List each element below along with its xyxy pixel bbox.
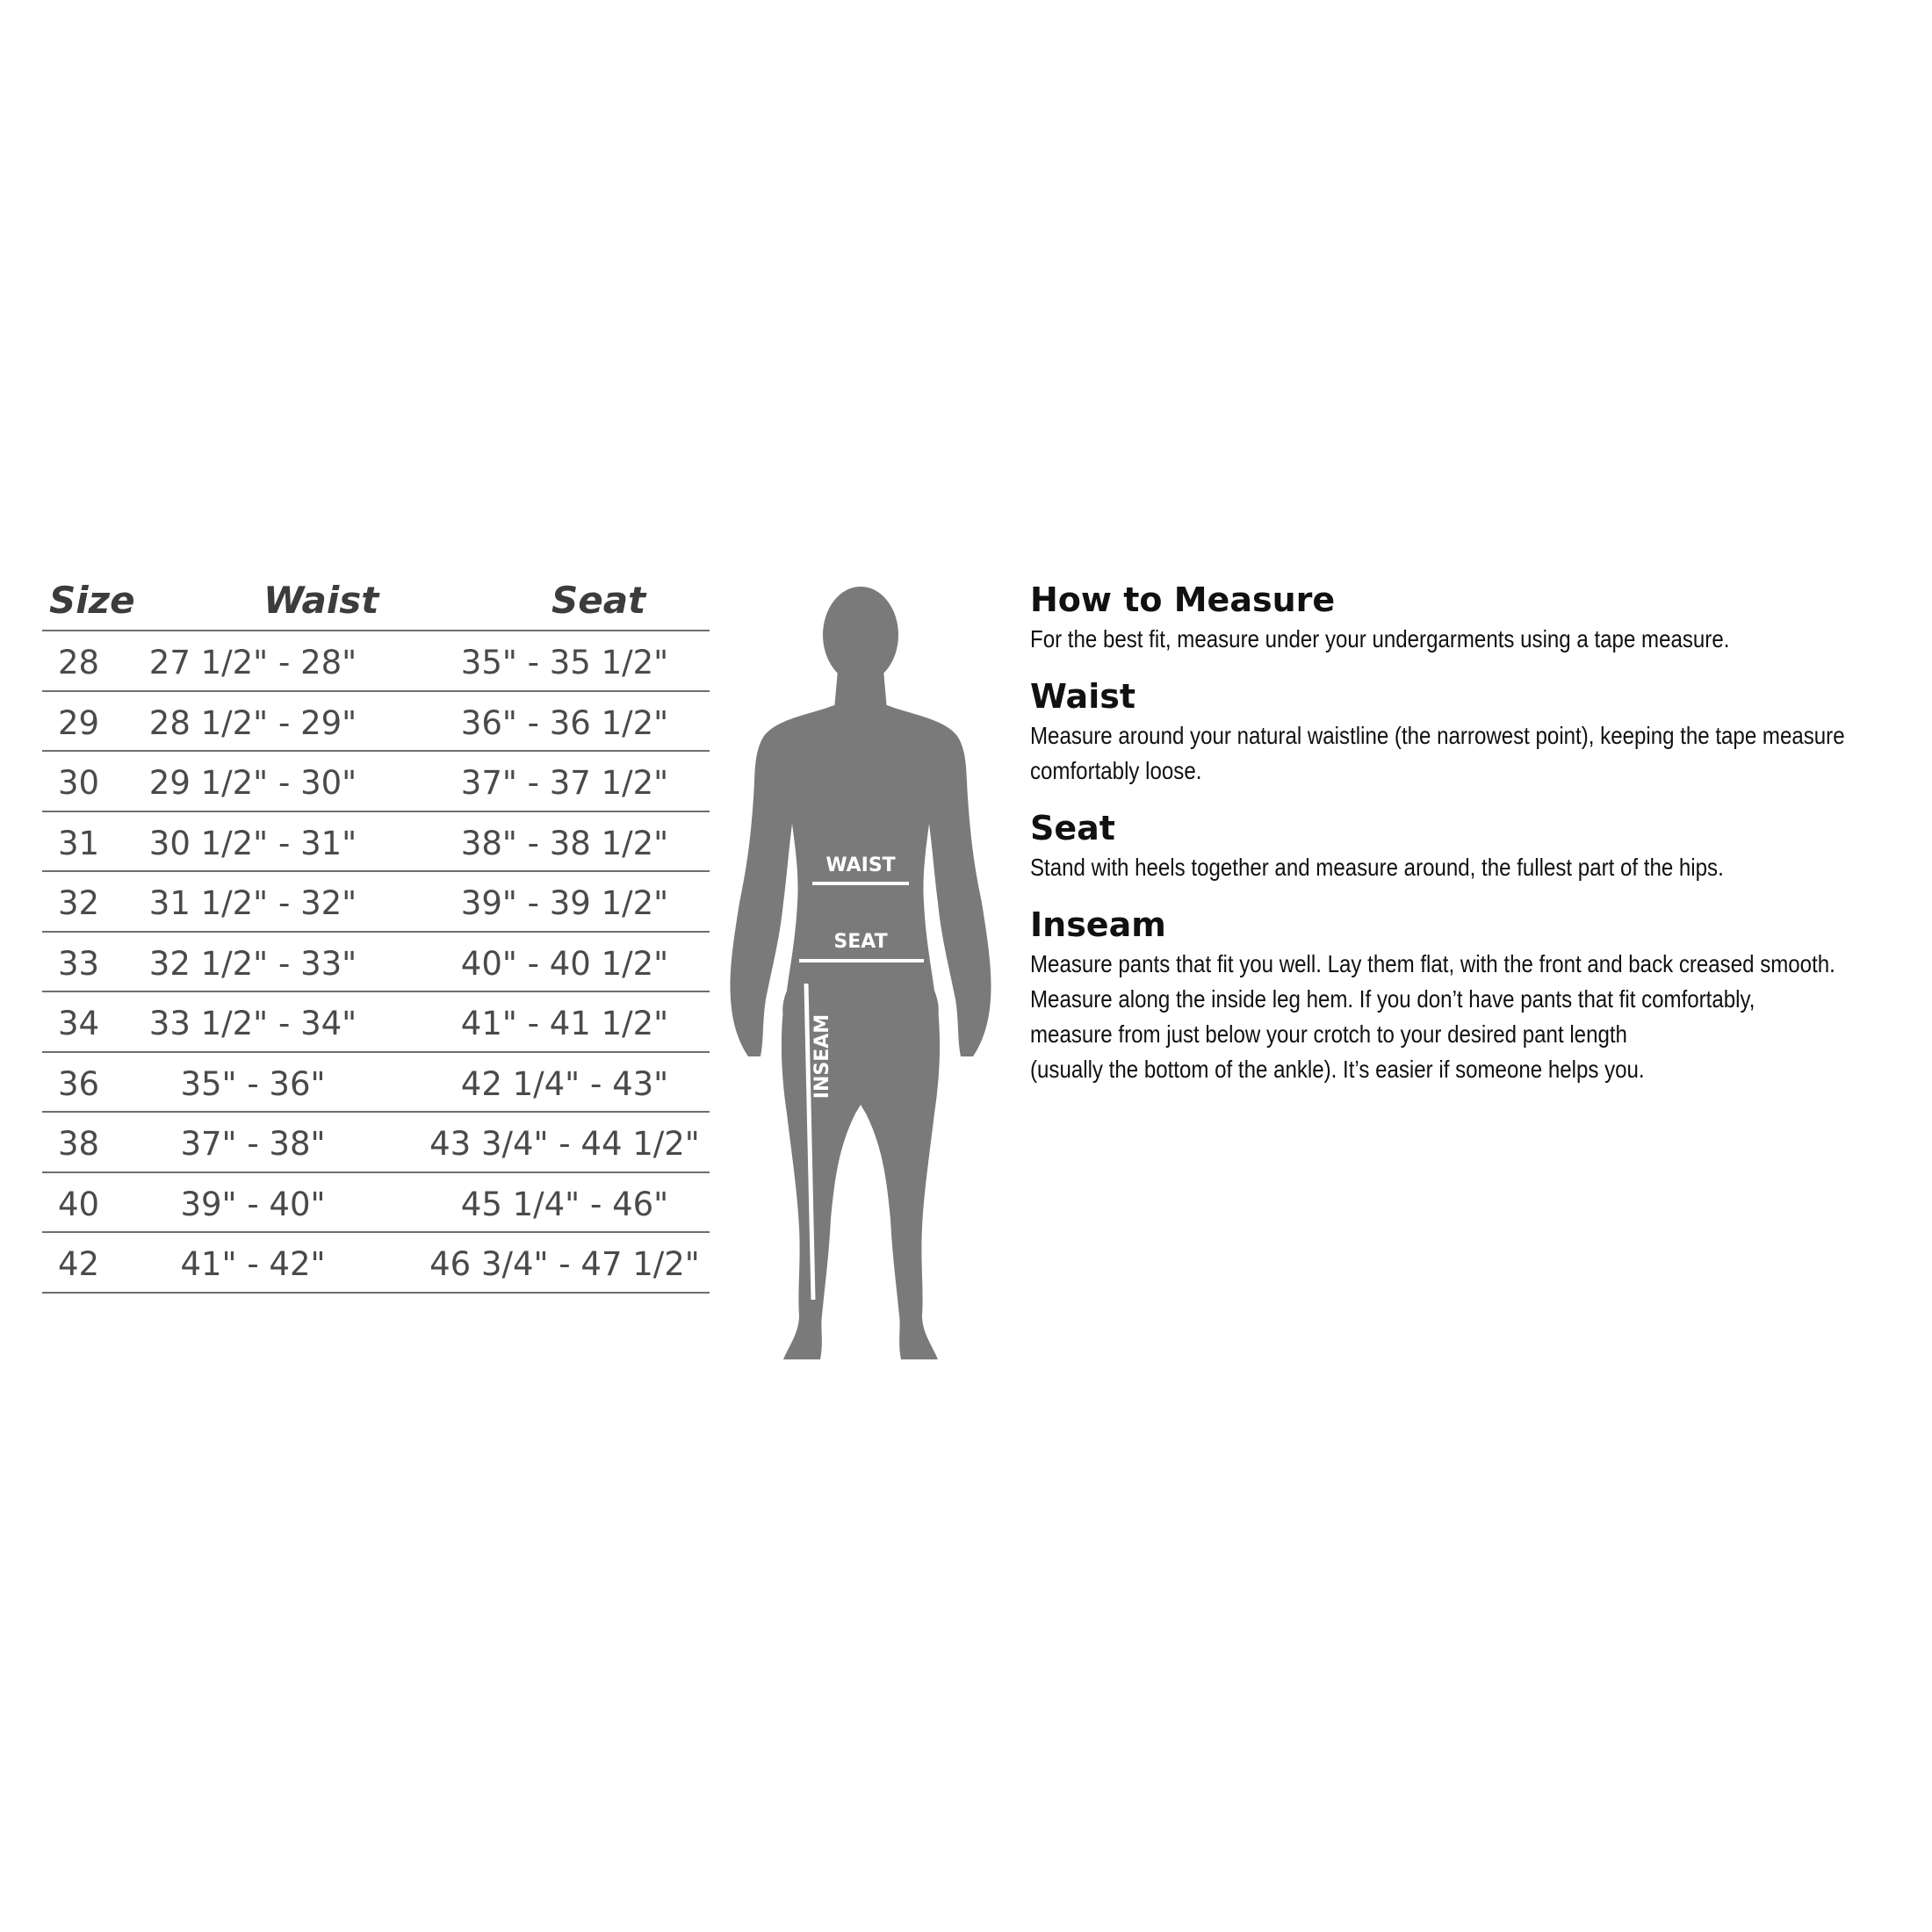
waist-section (1030, 676, 1908, 789)
cell-waist: 37" - 38" (180, 1125, 326, 1163)
inseam-label: INSEAM (811, 1013, 833, 1099)
table-row (42, 692, 710, 753)
cell-seat: 38" - 38 1/2" (460, 824, 669, 862)
cell-size: 29 (58, 703, 100, 742)
cell-seat: 35" - 35 1/2" (460, 644, 669, 681)
cell-waist: 35" - 36" (180, 1064, 326, 1103)
cell-waist: 41" - 42" (180, 1245, 326, 1283)
header-seat: Seat (551, 579, 646, 622)
cell-seat: 43 3/4" - 44 1/2" (429, 1125, 700, 1163)
cell-size: 32 (58, 884, 100, 922)
cell-seat: 37" - 37 1/2" (460, 764, 669, 802)
cell-seat: 45 1/4" - 46" (460, 1185, 669, 1223)
seat-text: Stand with heels together and measure around, the fullest part of the hips. (1030, 854, 1724, 881)
cell-waist: 33 1/2" - 34" (148, 1005, 357, 1042)
table-row (42, 812, 710, 873)
cell-waist: 27 1/2" - 28" (148, 644, 357, 681)
table-row (42, 872, 710, 933)
cell-size: 33 (58, 944, 100, 983)
cell-waist: 29 1/2" - 30" (148, 764, 357, 802)
size-table (42, 575, 710, 1294)
cell-waist: 31 1/2" - 32" (148, 884, 357, 922)
inseam-section (1030, 905, 1908, 1087)
cell-seat: 42 1/4" - 43" (460, 1064, 669, 1103)
cell-seat: 46 3/4" - 47 1/2" (429, 1245, 700, 1283)
cell-waist: 30 1/2" - 31" (148, 824, 357, 862)
header-size: Size (49, 579, 135, 622)
cell-seat: 40" - 40 1/2" (460, 944, 669, 983)
table-header (42, 575, 710, 631)
waist-text-line-1: Measure around your natural waistline (the narrowest point), keeping the tape measure (1030, 722, 1845, 749)
cell-waist: 32 1/2" - 33" (148, 944, 357, 983)
cell-seat: 36" - 36 1/2" (460, 703, 669, 742)
header-waist: Waist (263, 579, 379, 622)
body-silhouette (729, 587, 992, 1368)
inseam-text-line-3: measure from just below your crotch to your desired pant length (1030, 1020, 1627, 1048)
cell-waist: 39" - 40" (180, 1185, 326, 1223)
cell-waist: 28 1/2" - 29" (148, 703, 357, 742)
seat-label: SEAT (833, 931, 888, 953)
table-row (42, 752, 710, 812)
inseam-text-line-2: Measure along the inside leg hem. If you don’t have pants that fit comfortably, (1030, 985, 1755, 1013)
how-to-measure-section (1030, 580, 1908, 657)
cell-size: 31 (58, 824, 100, 862)
table-row (42, 992, 710, 1053)
table-row (42, 631, 710, 692)
cell-size: 36 (58, 1064, 100, 1103)
seat-section (1030, 808, 1908, 885)
how-to-measure-text: For the best fit, measure under your undergarments using a tape measure. (1030, 625, 1730, 652)
waist-text-line-2: comfortably loose. (1030, 757, 1202, 784)
body-silhouette-svg (729, 587, 992, 1368)
waist-title: Waist (1030, 677, 1136, 716)
cell-size: 42 (58, 1245, 100, 1283)
waist-label: WAIST (825, 854, 896, 876)
cell-size: 28 (58, 644, 100, 681)
cell-seat: 39" - 39 1/2" (460, 884, 669, 922)
table-body (42, 631, 710, 1294)
inseam-text-line-4: (usually the bottom of the ankle). It’s easier if someone helps you. (1030, 1056, 1645, 1083)
silhouette-shape (730, 587, 991, 1359)
cell-size: 38 (58, 1125, 100, 1163)
cell-size: 34 (58, 1005, 100, 1042)
measure-guide (1030, 580, 1908, 1107)
cell-seat: 41" - 41 1/2" (460, 1005, 669, 1042)
inseam-title: Inseam (1030, 905, 1166, 944)
table-row (42, 1233, 710, 1294)
inseam-text-line-1: Measure pants that fit you well. Lay them flat, with the front and back creased smooth. (1030, 950, 1835, 977)
table-row (42, 1053, 710, 1114)
cell-size: 40 (58, 1185, 100, 1223)
seat-title: Seat (1030, 809, 1115, 847)
cell-size: 30 (58, 764, 100, 802)
table-row (42, 1113, 710, 1173)
table-row (42, 933, 710, 993)
table-row (42, 1173, 710, 1234)
how-to-measure-title: How to Measure (1030, 580, 1336, 619)
